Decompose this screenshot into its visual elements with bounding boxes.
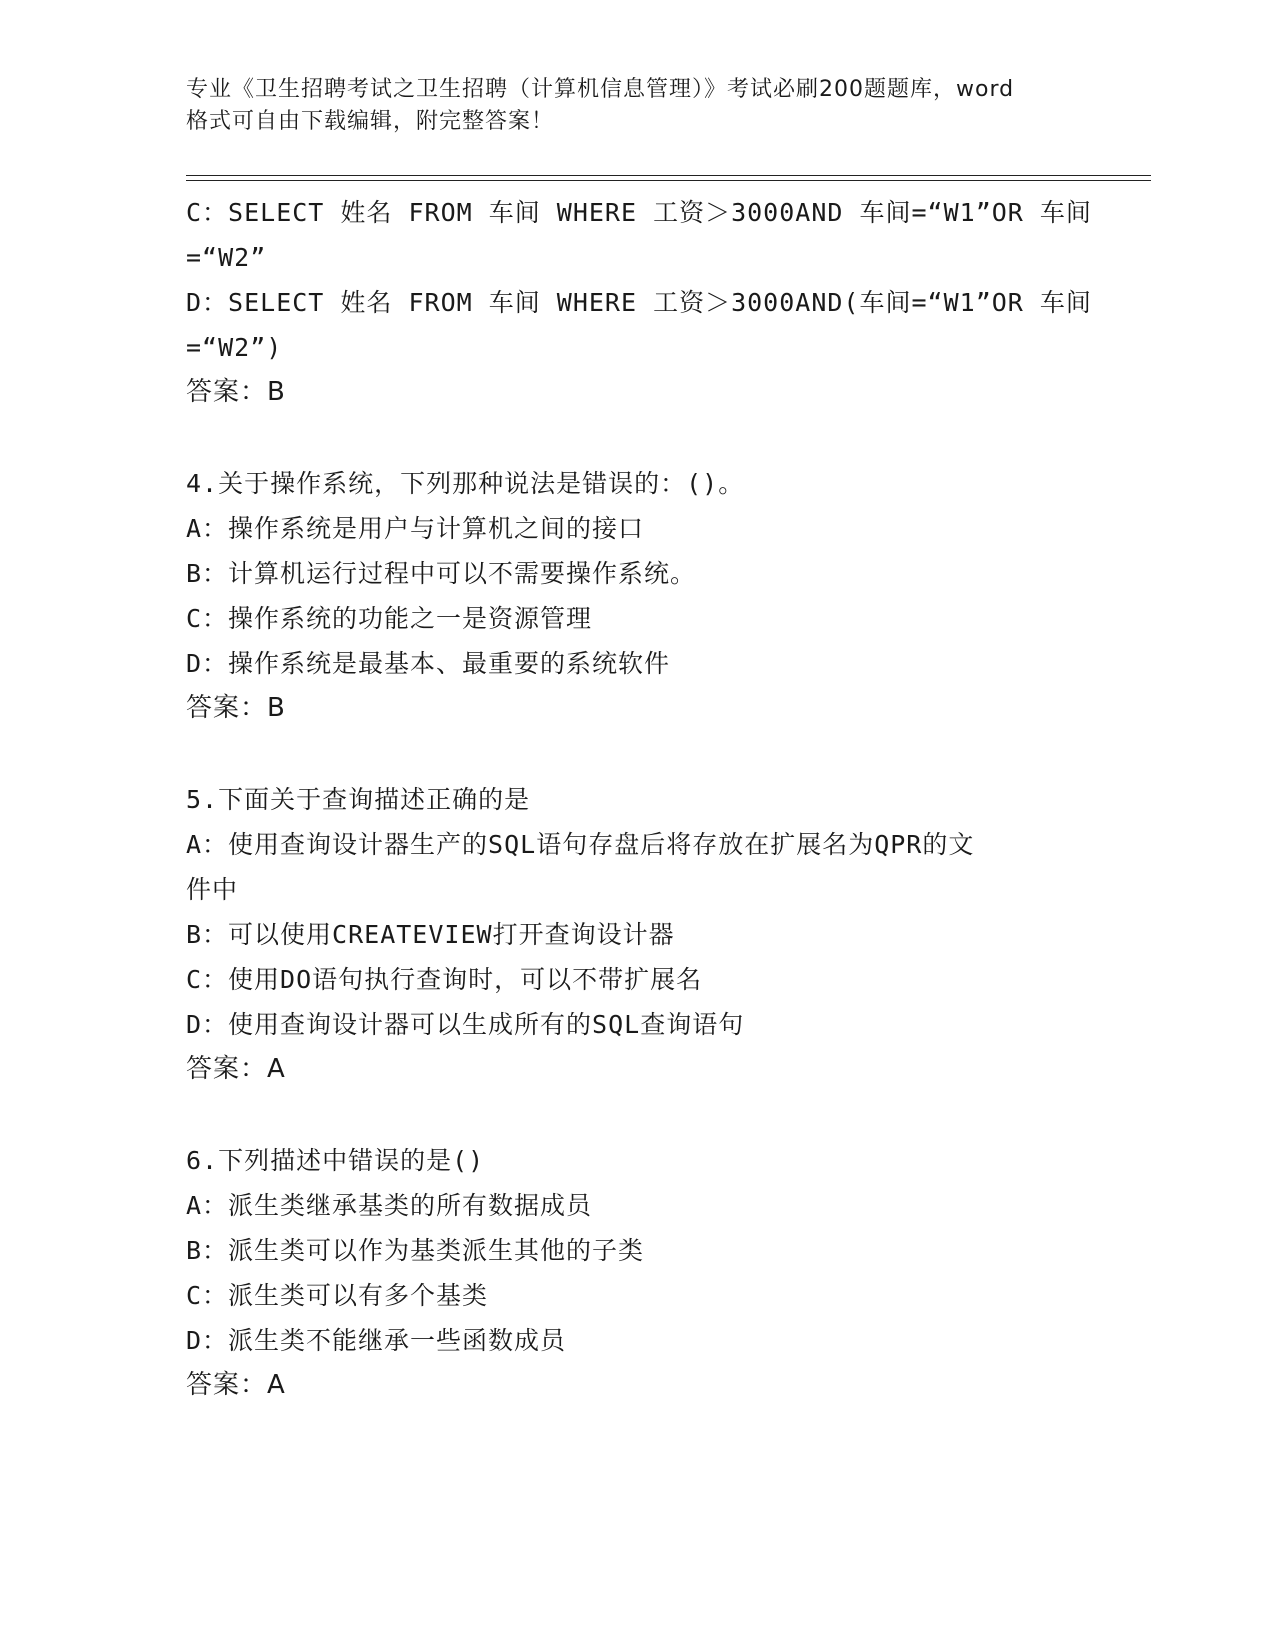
q4-answer: 答案：B xyxy=(186,693,286,723)
q6-answer: 答案：A xyxy=(186,1370,286,1400)
q3-option-c-line-1: C：SELECT 姓名 FROM 车间 WHERE 工资＞3000AND 车间=“W1”OR 车间 xyxy=(186,198,1092,227)
q4-question: 4.关于操作系统，下列那种说法是错误的：()。 xyxy=(186,469,745,498)
q3-option-d-line-2: =“W2”) xyxy=(186,333,283,362)
document-header xyxy=(186,74,1086,138)
q5-option-b: B：可以使用CREATEVIEW打开查询设计器 xyxy=(186,920,675,949)
q3-option-d-line-1: D：SELECT 姓名 FROM 车间 WHERE 工资＞3000AND(车间=“W1”OR 车间 xyxy=(186,288,1092,317)
header-line-1: 专业《卫生招聘考试之卫生招聘（计算机信息管理）》考试必刷200题题库，word xyxy=(186,77,1015,102)
q6-option-b: B：派生类可以作为基类派生其他的子类 xyxy=(186,1236,645,1265)
q5-option-d: D：使用查询设计器可以生成所有的SQL查询语句 xyxy=(186,1010,745,1039)
spacer xyxy=(186,1092,1086,1138)
q4-option-b: B：计算机运行过程中可以不需要操作系统。 xyxy=(186,559,697,588)
q5-answer: 答案：A xyxy=(186,1054,286,1084)
q3-answer: 答案：B xyxy=(186,377,286,407)
header-divider-bottom xyxy=(186,180,1151,181)
spacer xyxy=(186,731,1086,777)
q5-question: 5.下面关于查询描述正确的是 xyxy=(186,785,531,814)
q4-option-a: A：操作系统是用户与计算机之间的接口 xyxy=(186,514,645,543)
q5-option-a-line-1: A：使用查询设计器生产的SQL语句存盘后将存放在扩展名为QPR的文 xyxy=(186,830,975,859)
spacer xyxy=(186,415,1086,461)
q5-option-a-line-2: 件中 xyxy=(186,875,239,904)
q6-option-a: A：派生类继承基类的所有数据成员 xyxy=(186,1191,593,1220)
q4-option-c: C：操作系统的功能之一是资源管理 xyxy=(186,604,593,633)
q6-option-d: D：派生类不能继承一些函数成员 xyxy=(186,1326,567,1355)
q3-option-c-line-2: =“W2” xyxy=(186,243,267,272)
header-divider-top xyxy=(186,175,1151,176)
q4-option-d: D：操作系统是最基本、最重要的系统软件 xyxy=(186,649,671,678)
q6-option-c: C：派生类可以有多个基类 xyxy=(186,1281,489,1310)
document-body xyxy=(186,190,1092,1408)
header-line-2: 格式可自由下载编辑，附完整答案！ xyxy=(186,109,555,134)
q5-option-c: C：使用DO语句执行查询时，可以不带扩展名 xyxy=(186,965,703,994)
q6-question: 6.下列描述中错误的是() xyxy=(186,1146,485,1175)
